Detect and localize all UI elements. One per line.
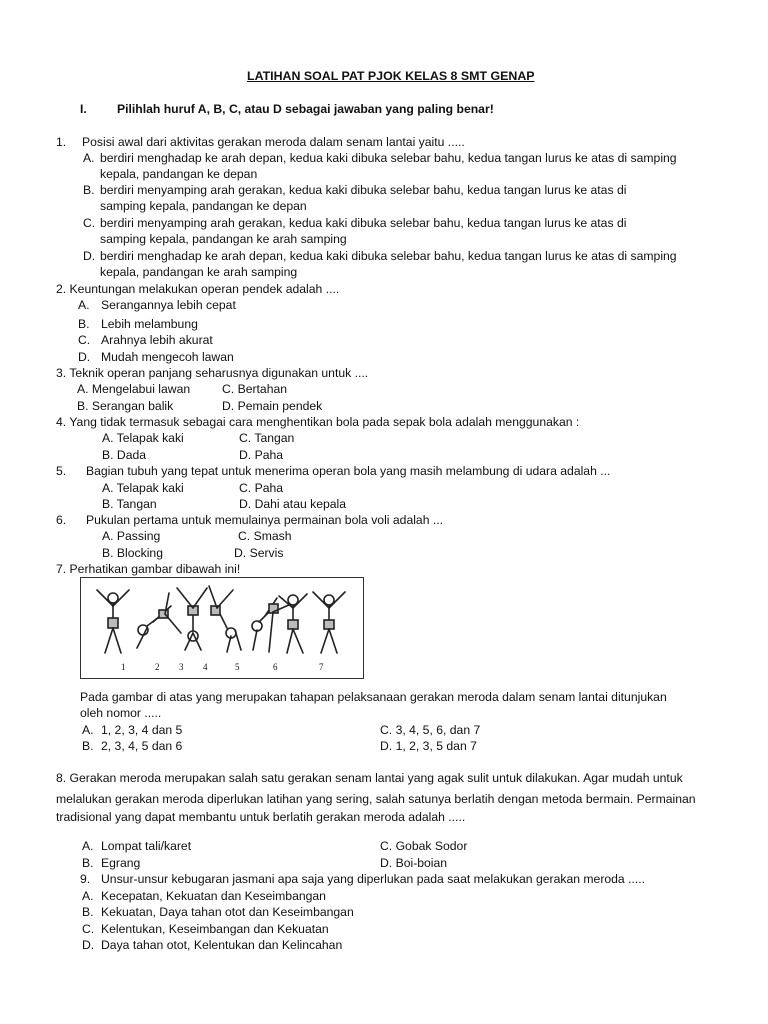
q9-option-c: Kelentukan, Keseimbangan dan Kekuatan (101, 922, 329, 936)
q9-option-a: Kecepatan, Kekuatan dan Keseimbangan (101, 889, 326, 903)
figure-label-1: 1 (121, 662, 126, 672)
q7-option-a-letter: A. (82, 723, 94, 737)
page-title: LATIHAN SOAL PAT PJOK KELAS 8 SMT GENAP (247, 69, 535, 83)
q4-question: 4. Yang tidak termasuk sebagai cara menghentikan bola pada sepak bola adalah menggunakan : (56, 415, 580, 429)
q3-option-c: C. Bertahan (222, 382, 288, 396)
q7-option-c: C. 3, 4, 5, 6, dan 7 (380, 723, 481, 737)
q8-option-a: Lompat tali/karet (101, 839, 192, 853)
q9-option-a-letter: A. (82, 889, 94, 903)
q1-option-a-line1: berdiri menghadap ke arah depan, kedua kaki dibuka selebar bahu, kedua tangan lurus ke atas di samping (100, 151, 677, 165)
q1-option-d-line1: berdiri menghadap ke arah depan, kedua kaki dibuka selebar bahu, kedua tangan lurus ke atas di samping (100, 249, 677, 263)
q8-question-line2: melalukan gerakan meroda diperlukan latihan yang sering, salah satunya berlatih dengan metoda bermain. Permainan (56, 792, 696, 806)
figure-label-7: 7 (319, 662, 324, 672)
q5-option-a: A. Telapak kaki (102, 481, 184, 495)
q8-option-a-letter: A. (82, 839, 94, 853)
q2-option-b: Lebih melambung (101, 317, 198, 331)
q4-option-b: B. Dada (102, 448, 147, 462)
q9-option-d: Daya tahan otot, Kelentukan dan Kelincahan (101, 938, 343, 952)
q4-option-a: A. Telapak kaki (102, 431, 184, 445)
q7-stem-line1: Pada gambar di atas yang merupakan tahapan pelaksanaan gerakan meroda dalam senam lantai ditunjukan (80, 690, 667, 704)
q4-option-c: C. Tangan (239, 431, 295, 445)
gymnast-pose-6 (279, 594, 307, 653)
q3-option-b: B. Serangan balik (77, 399, 174, 413)
q1-number: 1. (56, 135, 67, 149)
q8-option-d: D. Boi-boian (380, 856, 448, 870)
gymnast-pose-2 (137, 593, 181, 648)
q1-option-b-line1: berdiri menyamping arah gerakan, kedua kaki dibuka selebar bahu, kedua tangan lurus ke atas di (100, 183, 627, 197)
q2-option-a-letter: A. (78, 298, 90, 312)
q8-option-b: Egrang (101, 856, 141, 870)
q1-option-b-letter: B. (83, 183, 95, 197)
q7-option-b-letter: B. (82, 739, 94, 753)
q5-question: Bagian tubuh yang tepat untuk menerima operan bola yang masih melambung di udara adalah ... (86, 464, 611, 478)
q7-option-b: 2, 3, 4, 5 dan 6 (101, 739, 183, 753)
q6-option-a: A. Passing (102, 529, 161, 543)
gymnast-pose-5 (252, 598, 291, 652)
gymnast-pose-1 (97, 590, 129, 653)
q9-option-b-letter: B. (82, 905, 94, 919)
q8-question-line1: 8. Gerakan meroda merupakan salah satu gerakan senam lantai yang agak sulit untuk dilakukan. Agar mudah untuk (56, 771, 683, 785)
q9-option-b: Kekuatan, Daya tahan otot dan Keseimbangan (101, 905, 354, 919)
q2-option-c-letter: C. (78, 333, 91, 347)
section-number: I. (80, 102, 87, 116)
q1-option-c-line1: berdiri menyamping arah gerakan, kedua kaki dibuka selebar bahu, kedua tangan lurus ke atas di (100, 216, 627, 230)
q7-option-a: 1, 2, 3, 4 dan 5 (101, 723, 183, 737)
q1-option-d-letter: D. (83, 249, 96, 263)
q6-option-b: B. Blocking (102, 546, 163, 560)
q1-question: Posisi awal dari aktivitas gerakan meroda dalam senam lantai yaitu ..... (82, 135, 465, 149)
gymnast-pose-4 (209, 586, 241, 652)
q6-number: 6. (56, 513, 67, 527)
q9-question: Unsur-unsur kebugaran jasmani apa saja yang diperlukan pada saat melakukan gerakan meroda ..... (101, 872, 646, 886)
q9-option-d-letter: D. (82, 938, 95, 952)
q2-question: 2. Keuntungan melakukan operan pendek adalah .... (56, 282, 340, 296)
q3-question: 3. Teknik operan panjang seharusnya digunakan untuk .... (56, 366, 369, 380)
q3-option-a: A. Mengelabui lawan (77, 382, 191, 396)
q7-question: 7. Perhatikan gambar dibawah ini! (56, 562, 241, 576)
q2-option-a: Serangannya lebih cepat (101, 298, 236, 312)
figure-label-3: 3 (179, 662, 184, 672)
gymnast-pose-3 (177, 588, 207, 650)
q1-option-c-line2: samping kepala, pandangan ke arah samping (100, 232, 347, 246)
q6-question: Pukulan pertama untuk memulainya permainan bola voli adalah ... (86, 513, 444, 527)
gymnast-pose-7 (313, 592, 345, 653)
section-instruction: Pilihlah huruf A, B, C, atau D sebagai jawaban yang paling benar! (117, 102, 494, 116)
figure-label-6: 6 (273, 662, 278, 672)
q5-option-d: D. Dahi atau kepala (239, 497, 347, 511)
q2-option-c: Arahnya lebih akurat (101, 333, 213, 347)
q9-option-c-letter: C. (82, 922, 95, 936)
q7-stem-line2: oleh nomor ..... (80, 706, 162, 720)
q2-option-b-letter: B. (78, 317, 90, 331)
q1-option-a-letter: A. (83, 151, 95, 165)
q7-option-d: D. 1, 2, 3, 5 dan 7 (380, 739, 477, 753)
cartwheel-figure (80, 577, 364, 679)
q1-option-a-line2: kepala, pandangan ke depan (100, 167, 258, 181)
q2-option-d-letter: D. (78, 350, 91, 364)
q8-option-c: C. Gobak Sodor (380, 839, 468, 853)
figure-label-4: 4 (203, 662, 208, 672)
q8-option-b-letter: B. (82, 856, 94, 870)
q5-option-c: C. Paha (239, 481, 284, 495)
q1-option-b-line2: samping kepala, pandangan ke depan (100, 199, 307, 213)
figure-label-5: 5 (235, 662, 240, 672)
q1-option-d-line2: kepala, pandangan ke arah samping (100, 265, 298, 279)
q6-option-d: D. Servis (234, 546, 284, 560)
q4-option-d: D. Paha (239, 448, 284, 462)
q8-question-line3: tradisional yang dapat membantu untuk berlatih gerakan meroda adalah ..... (56, 810, 466, 824)
q2-option-d: Mudah mengecoh lawan (101, 350, 234, 364)
q5-number: 5. (56, 464, 67, 478)
q5-option-b: B. Tangan (102, 497, 157, 511)
q3-option-d: D. Pemain pendek (222, 399, 323, 413)
figure-label-2: 2 (155, 662, 160, 672)
q9-number: 9. (80, 872, 91, 886)
q6-option-c: C. Smash (238, 529, 292, 543)
q1-option-c-letter: C. (83, 216, 96, 230)
